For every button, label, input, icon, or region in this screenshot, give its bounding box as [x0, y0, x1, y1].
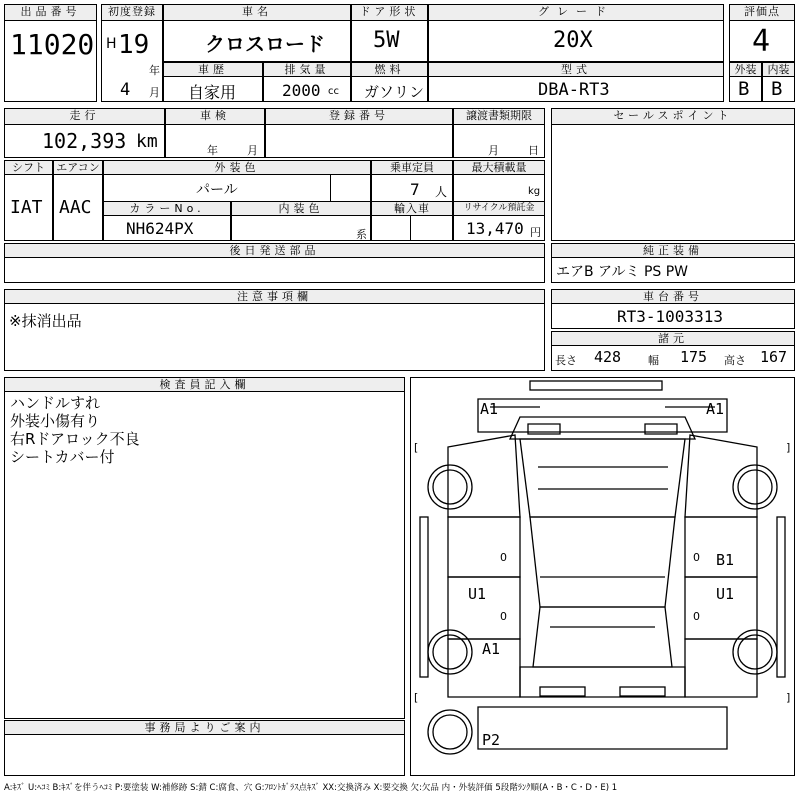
month-unit: 月	[149, 86, 160, 99]
inspection-header: 車検	[165, 108, 265, 125]
reg-year: 19	[118, 30, 150, 60]
damage-mark: A1	[480, 400, 499, 418]
int-color-header: 内装色	[231, 201, 371, 216]
interior-header: 内装	[762, 62, 795, 77]
reg-month: 4	[120, 80, 131, 100]
damage-mark: A1	[706, 400, 725, 418]
import-header: 輸入車	[371, 201, 453, 216]
window-mark: 0	[500, 551, 507, 564]
ext-color-sub-box	[330, 174, 371, 202]
int-color-box	[231, 215, 371, 241]
length: 428	[594, 348, 622, 366]
office-header: 事務局よりご案内	[4, 720, 405, 735]
later-parts-header: 後日発送部品	[4, 243, 545, 258]
door-header: ドア形状	[351, 4, 428, 21]
displacement-unit: cc	[328, 86, 339, 97]
rear-lamp-left	[540, 687, 585, 696]
shift-header: シフト	[4, 160, 53, 175]
model-code-header: 型式	[428, 62, 724, 77]
shift: IAT	[10, 197, 43, 218]
score: 4	[752, 24, 771, 59]
damage-mark: U1	[468, 585, 487, 603]
int-color-unit: 系	[356, 228, 367, 241]
car-name: クロスロード	[205, 32, 325, 56]
grade-header: グレード	[428, 4, 724, 21]
tire-rear-left	[428, 630, 472, 674]
exterior-header: 外装	[729, 62, 762, 77]
svg-text:]: ]	[786, 441, 791, 454]
ext-grade: B	[738, 78, 750, 100]
height: 167	[760, 348, 788, 366]
history: 自家用	[188, 83, 237, 102]
transfer-month-unit: 月	[488, 144, 499, 157]
lot-no: 11020	[10, 28, 95, 61]
sales-point-box	[551, 124, 795, 241]
int-grade: B	[771, 78, 783, 100]
rear-gate	[520, 667, 685, 697]
import-box	[371, 215, 453, 241]
notes-header: 注意事項欄	[4, 289, 545, 304]
displacement-header: 排気量	[263, 62, 351, 77]
dimensions-header: 諸元	[551, 331, 795, 346]
genuine-equip-header: 純正装備	[551, 243, 795, 258]
inspector-header: 検査員記入欄	[4, 377, 405, 392]
max-load-header: 最大積載量	[453, 160, 545, 175]
legend: A:ｷｽﾞ U:ﾍｺﾐ B:ｷｽﾞを伴うﾍｺﾐ P:要塗装 W:補修跡 S:錆 C:腐食、穴 G:ﾌﾛﾝﾄｶﾞﾗｽ点ｷｽﾞ XX:交換済み X:要交換 欠:欠品 内・外装評価 5段階ﾗﾝｸ順(A・B・C・D・E) 1	[4, 783, 618, 793]
fuel: ガソリン	[364, 83, 425, 101]
window-mark: 0	[693, 610, 700, 623]
sill-left	[420, 517, 428, 677]
svg-text:[: [	[414, 441, 419, 454]
fuel-header: 燃料	[351, 62, 428, 77]
inspector-note: 外装小傷有り	[10, 412, 101, 430]
damage-mark: U1	[716, 585, 735, 603]
height-label: 高さ	[724, 354, 746, 367]
later-parts-box	[4, 257, 545, 283]
max-load-unit: kg	[528, 186, 541, 197]
rear-bumper	[478, 707, 727, 749]
lot-no-header: 出品番号	[4, 4, 97, 21]
tire-front-right	[733, 465, 777, 509]
insp-year-unit: 年	[207, 144, 218, 157]
rear-window	[533, 607, 672, 667]
chassis-header: 車台番号	[551, 289, 795, 304]
recycle-header: リサイクル預託金	[453, 201, 545, 216]
capacity: 7	[410, 180, 420, 199]
aircon: AAC	[59, 197, 92, 218]
svg-text:[: [	[414, 691, 419, 704]
rear-quarter-right	[685, 639, 757, 697]
dimensions-box	[551, 345, 795, 371]
aircon-header: エアコン	[53, 160, 103, 175]
model-code: DBA-RT3	[538, 80, 610, 100]
import-divider	[410, 215, 411, 241]
front-fender-left	[448, 435, 520, 517]
notes-box	[4, 303, 545, 371]
capacity-unit: 人	[435, 185, 448, 199]
windshield	[520, 439, 685, 517]
reg-no-box	[265, 124, 453, 158]
inspector-note: ハンドルすれ	[10, 394, 101, 412]
car-name-header: 車名	[163, 4, 351, 21]
mileage-header: 走行	[4, 108, 165, 125]
hood	[510, 417, 695, 439]
score-header: 評価点	[729, 4, 795, 21]
sales-point-header: セールスポイント	[551, 108, 795, 125]
notes: ※抹消出品	[9, 312, 82, 330]
displacement: 2000	[282, 81, 321, 100]
damage-mark: B1	[716, 551, 735, 569]
first-reg-header: 初度登録	[101, 4, 163, 21]
inspector-note: シートカバー付	[10, 448, 115, 466]
window-mark: 0	[500, 610, 507, 623]
width-label: 幅	[648, 354, 659, 367]
inspector-note: 右Rドアロック不良	[10, 430, 140, 448]
mileage-unit: km	[136, 131, 158, 152]
chassis-no: RT3-1003313	[617, 307, 723, 326]
ext-color: パール	[196, 182, 238, 198]
grade: 20X	[553, 28, 593, 53]
svg-text:]: ]	[786, 691, 791, 704]
tire-front-left	[428, 465, 472, 509]
year-unit: 年	[149, 64, 160, 77]
color-no: NH624PX	[126, 219, 194, 238]
history-header: 車歴	[163, 62, 263, 77]
reg-no-header: 登録番号	[265, 108, 453, 125]
recycle: 13,470	[466, 219, 524, 238]
genuine-equip: エアB アルミ PS PW	[556, 264, 689, 280]
front-bumper	[530, 381, 662, 390]
transfer-docs-header: 譲渡書類期限	[453, 108, 545, 125]
mileage: 102,393	[42, 129, 127, 153]
office-box	[4, 734, 405, 776]
color-no-header: カラーNo.	[103, 201, 231, 216]
insp-month-unit: 月	[247, 144, 258, 157]
front-fender-right	[685, 435, 757, 517]
transfer-day-unit: 日	[528, 144, 539, 157]
door-type: 5W	[373, 28, 400, 53]
sill-right	[777, 517, 785, 677]
width: 175	[680, 348, 708, 366]
spare-tire	[428, 710, 472, 754]
rear-lamp-right	[620, 687, 665, 696]
roof	[530, 517, 675, 607]
damage-mark: P2	[482, 731, 501, 749]
damage-mark: A1	[482, 640, 501, 658]
recycle-unit: 円	[530, 226, 541, 239]
tire-rear-right	[733, 630, 777, 674]
length-label: 長さ	[555, 354, 577, 367]
front-door-left	[448, 517, 520, 577]
reg-era: H	[106, 36, 117, 52]
car-diagram	[410, 377, 795, 776]
capacity-header: 乗車定員	[371, 160, 453, 175]
window-mark: 0	[693, 551, 700, 564]
ext-color-header: 外装色	[103, 160, 371, 175]
